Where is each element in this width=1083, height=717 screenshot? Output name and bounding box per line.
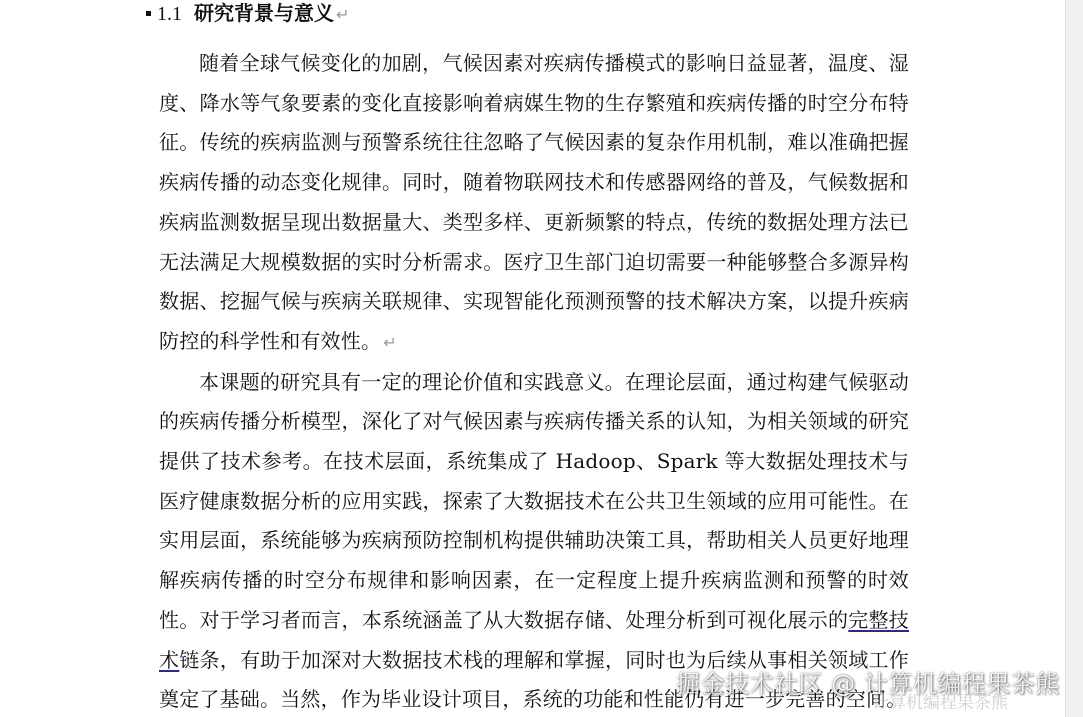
paragraph-text: 随着全球气候变化的加剧，气候因素对疾病传播模式的影响日益显著，温度、湿度、降水等气象要素的变化直接影响着病媒生物的生存繁殖和疾病传播的时空分布特征。传统的疾病监测与预警系统往往忽略了气候因素的复杂作用机制，难以准确把握疾病传播的动态变化规律。同时，随着物联网技术和传感器网络的普及，气候数据和疾病监测数据呈现出数据量大、类型多样、更新频繁的特点，传统的数据处理方法已无法满足大规模数据的实时分析需求。医疗卫生部门迫切需要一种能够整合多源异构数据、挖掘气候与疾病关联规律、实现智能化预测预警的技术解决方案，以提升疾病防控的科学性和有效性。: [159, 51, 909, 353]
document-body[interactable]: [159, 44, 909, 717]
watermark-secondary-text: 计算机编程果茶熊: [872, 693, 1008, 713]
section-heading: [146, 0, 349, 26]
paragraph-mark-icon: ↵: [383, 332, 397, 352]
paragraph-text: 本课题的研究具有一定的理论价值和实践意义。在理论层面，通过构建气候驱动的疾病传播分析模型，深化了对气候因素与疾病传播关系的认知，为相关领域的研究提供了技术参考。在技术层面，系统集成了 Hadoop、Spark 等大数据处理技术与医疗健康数据分析的应用实践，探索了大数据技术在公共卫生领域的应用可能性。在实用层面，系统能够为疾病预防控制机构提供辅助决策工具，帮助相关人员更好地理解疾病传播的时空分布规律和影响因素，在一定程度上提升疾病监测和预警的时效性。对于学习者而言，本系统涵盖了从大数据存储、处理分析到可视化展示的: [159, 369, 909, 632]
vertical-scrollbar[interactable]: [1065, 0, 1083, 717]
section-title: 研究背景与意义: [194, 1, 334, 25]
paragraph-mark-icon: ↵: [336, 5, 350, 24]
section-number: 1.1: [157, 3, 182, 25]
heading-bullet-marker: [146, 11, 151, 16]
watermark-text: 掘金技术社区 @ 计算机编程果茶熊: [676, 670, 1060, 698]
underlined-phrase: 完整技术: [159, 607, 909, 672]
paragraph-text-continued: 链条，有助于加深对大数据技术栈的理解和掌握，同时也为后续从事相关领域工作奠定了基础。当然，作为毕业设计项目，系统的功能和性能仍有进一步完善的空间。: [159, 647, 910, 712]
scrollbar-track[interactable]: [1070, 0, 1079, 717]
paragraph-background[interactable]: [159, 44, 909, 363]
